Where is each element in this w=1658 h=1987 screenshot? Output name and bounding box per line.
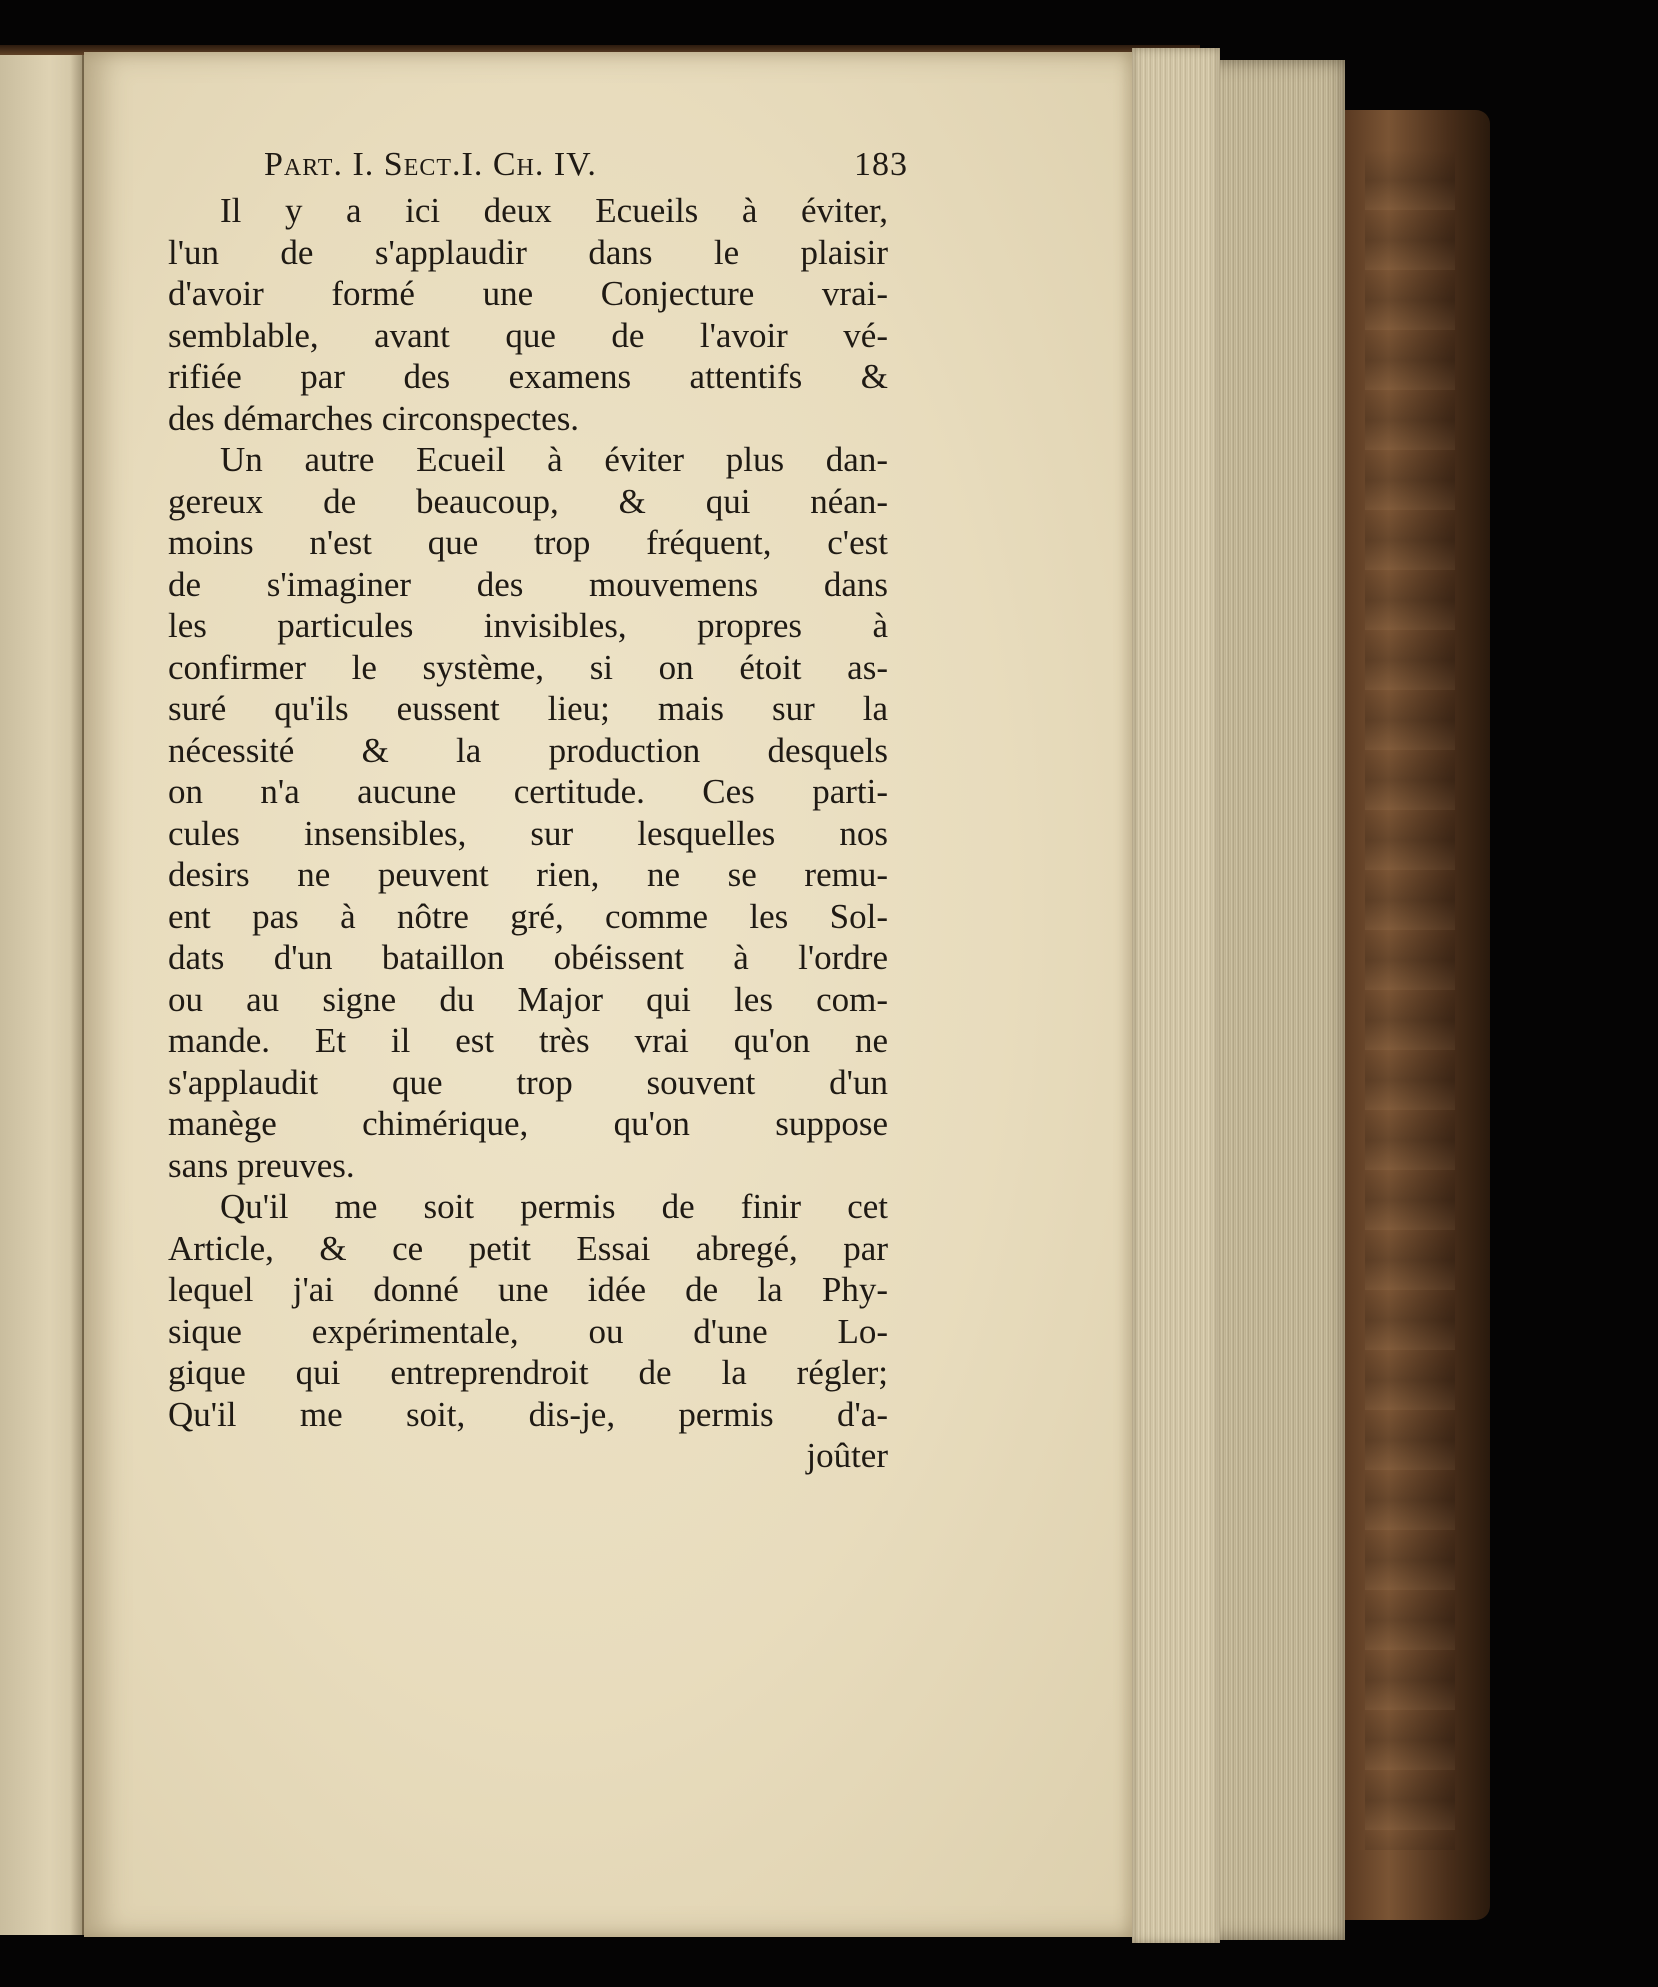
text-line: ent pas à nôtre gré, comme les Sol-: [168, 896, 888, 936]
running-head: Part. I. Sect.I. Ch. IV.: [264, 146, 597, 183]
text-line: confirmer le système, si on étoit as-: [168, 647, 888, 687]
text-line: ou au signe du Major qui les com-: [168, 979, 888, 1019]
paragraph-2: [168, 439, 888, 1186]
text-line: nécessité & la production desquels: [168, 730, 888, 770]
text-line: Il y a ici deux Ecueils à éviter,: [220, 191, 888, 230]
text-line: Un autre Ecueil à éviter plus dan-: [220, 440, 888, 479]
text-line: lequel j'ai donné une idée de la Phy-: [168, 1270, 888, 1309]
text-line: dats d'un bataillon obéissent à l'ordre: [168, 938, 888, 977]
text-line: sans preuves.: [168, 1145, 355, 1185]
text-line: manège chimérique, qu'on suppose: [168, 1104, 888, 1143]
text-line: mande. Et il est très vrai qu'on ne: [168, 1021, 888, 1060]
text-line: Qu'il me soit, dis-je, permis d'a-: [168, 1394, 888, 1434]
text-line: sique expérimentale, ou d'une Lo-: [168, 1311, 888, 1351]
text-line: gereux de beaucoup, & qui néan-: [168, 481, 888, 521]
text-line: de s'imaginer des mouvemens dans: [168, 564, 888, 604]
text-line: Article, & ce petit Essai abregé, par: [168, 1228, 888, 1268]
page-text-block: [168, 142, 908, 1477]
text-line: desirs ne peuvent rien, ne se remu-: [168, 855, 888, 894]
catchword: joûter: [806, 1436, 888, 1475]
text-line: moins n'est que trop fréquent, c'est: [168, 523, 888, 562]
text-line: semblable, avant que de l'avoir vé-: [168, 315, 888, 355]
page-number: 183: [854, 146, 908, 183]
leather-cover-edge: [1345, 110, 1490, 1920]
text-line: suré qu'ils eussent lieu; mais sur la: [168, 689, 888, 728]
text-line: d'avoir formé une Conjecture vrai-: [168, 274, 888, 313]
page-fore-edge: [1132, 48, 1220, 1943]
text-line: rifiée par des examens attentifs &: [168, 357, 888, 396]
text-line: l'un de s'applaudir dans le plaisir: [168, 232, 888, 272]
page-header: [168, 142, 908, 190]
paragraph-3: [168, 1186, 888, 1435]
text-line: Qu'il me soit permis de finir cet: [220, 1187, 888, 1226]
paragraph-1: [168, 190, 888, 439]
text-line: cules insensibles, sur lesquelles nos: [168, 813, 888, 853]
text-line: des démarches circonspectes.: [168, 398, 580, 438]
text-line: gique qui entreprendroit de la régler;: [168, 1353, 888, 1392]
text-line: s'applaudit que trop souvent d'un: [168, 1062, 888, 1102]
text-line: on n'a aucune certitude. Ces parti-: [168, 772, 888, 811]
text-line: les particules invisibles, propres à: [168, 606, 888, 645]
